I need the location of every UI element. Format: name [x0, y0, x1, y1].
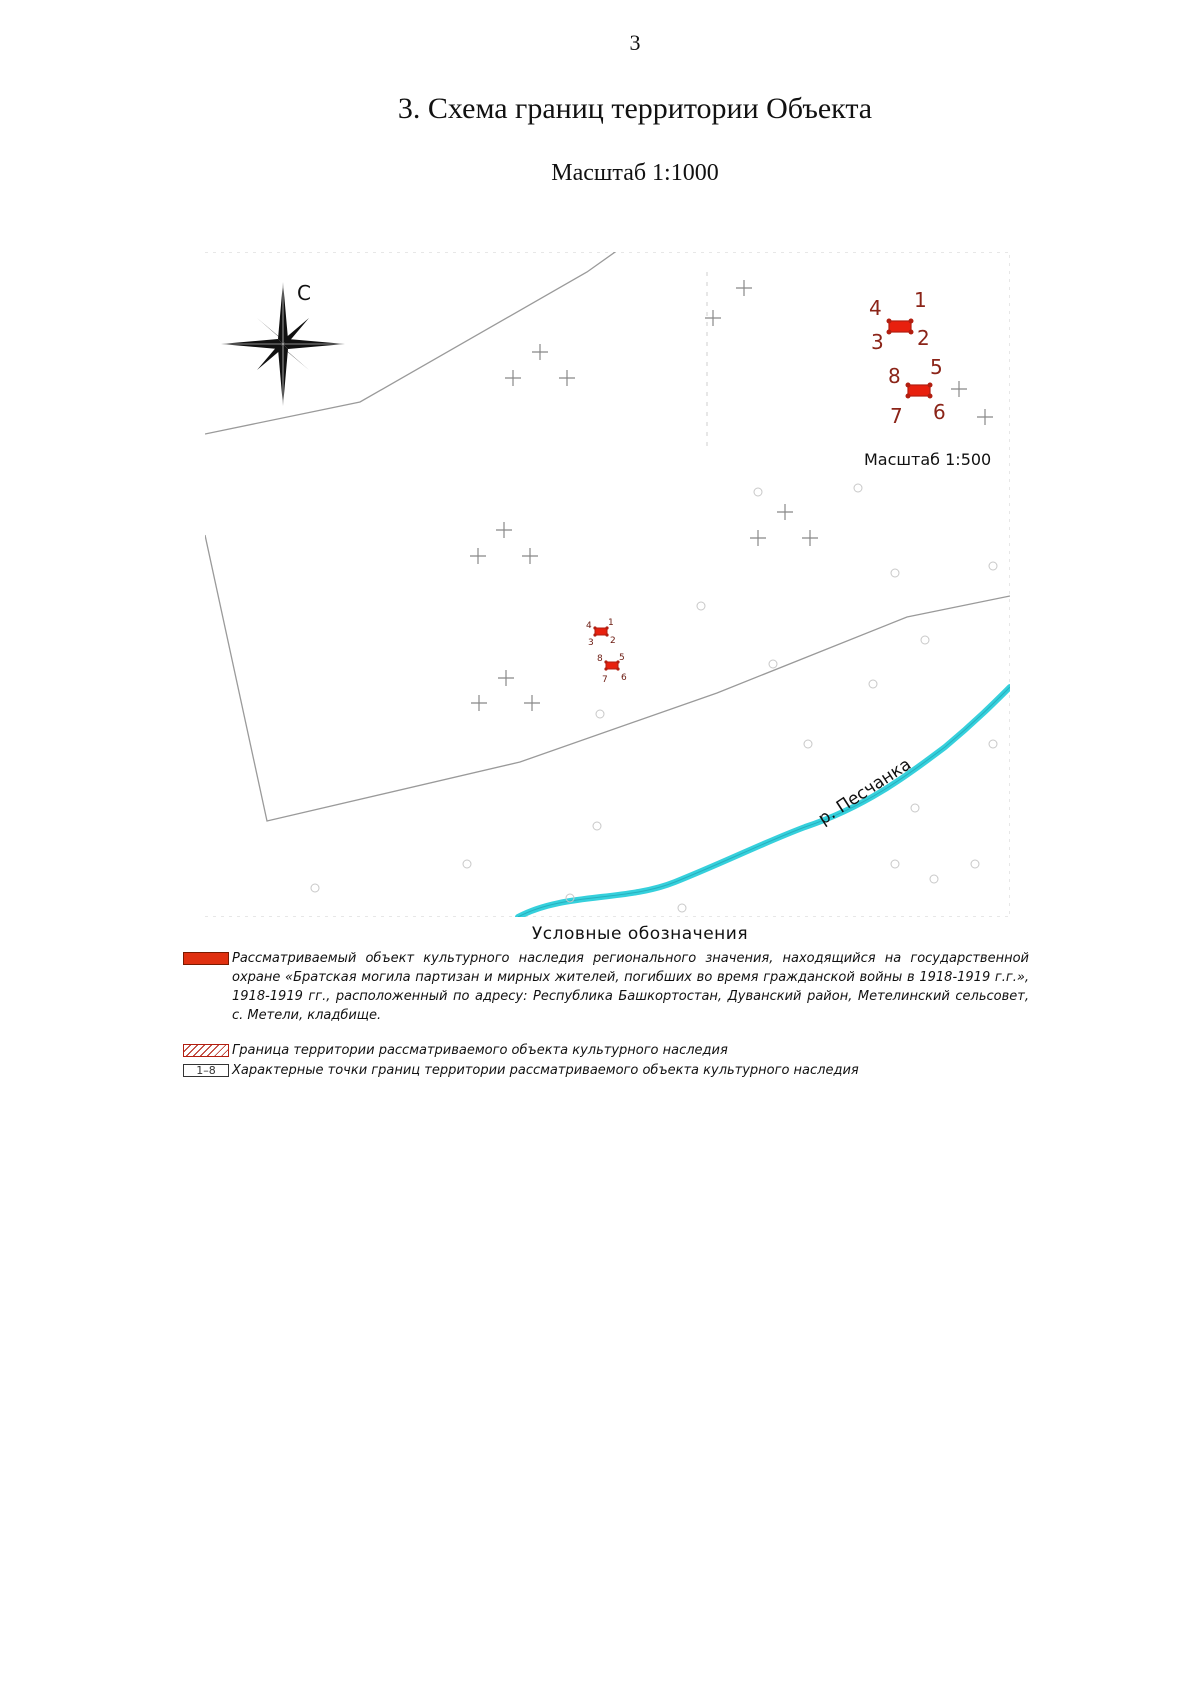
inset-point-3: 3 [871, 330, 884, 354]
small-point-7: 7 [602, 675, 608, 685]
inset-point-2: 2 [917, 326, 930, 350]
small-point-4: 4 [586, 621, 592, 631]
inset-point-8: 8 [888, 364, 901, 388]
legend-title: Условные обозначения [531, 924, 749, 944]
red-fill-swatch-icon [183, 952, 229, 965]
map-canvas [205, 252, 1010, 917]
object-inset-north [887, 319, 914, 335]
legend-item-boundary-text: Граница территории рассматриваемого объекта культурного наследия [232, 1043, 728, 1058]
page-title: 3. Схема границ территории Объекта [397, 92, 873, 125]
points-swatch-icon: 1–8 [183, 1064, 229, 1077]
object-small-north [593, 626, 608, 636]
small-point-3: 3 [588, 638, 594, 648]
tree-symbols [311, 484, 997, 912]
legend-item-points [184, 1061, 1029, 1080]
inset-scale-label: Масштаб 1:500 [864, 450, 992, 469]
inset-point-1: 1 [914, 288, 927, 312]
legend-item-object [184, 949, 1029, 1025]
inset-point-5: 5 [930, 355, 943, 379]
legend-item-points-text: Характерные точки границ территории рассматриваемого объекта культурного наследия [232, 1063, 859, 1078]
object-small-south [604, 660, 619, 670]
page-number: 3 [629, 30, 641, 55]
map-scale-label: Масштаб 1:1000 [551, 160, 719, 186]
inset-point-labels [869, 288, 946, 428]
map-frame [205, 252, 1010, 917]
boundary-map [205, 252, 1010, 917]
north-arrow-icon [221, 282, 345, 406]
inset-point-4: 4 [869, 296, 882, 320]
small-point-6: 6 [621, 673, 627, 683]
legend-item-boundary [184, 1041, 1029, 1060]
small-point-5: 5 [619, 653, 625, 663]
object-inset-south [906, 383, 933, 399]
cross-markers [470, 280, 993, 711]
legend-item-object-text: Рассматриваемый объект культурного наследия регионального значения, находящийся на государственной охране «Братская могила партизан и мирных жителей, погибших во время гражданской войны в 1918-1919 г.г.», 1918-1919 гг., расположенный по адресу: Республика Башкортостан, Дуванский район, Метелинский сельсовет, с. Метели, кладбище. [232, 951, 1029, 1023]
inset-point-7: 7 [890, 404, 903, 428]
small-point-8: 8 [597, 654, 603, 664]
river-label: р. Песчанка [814, 754, 916, 830]
north-label: С [297, 281, 311, 305]
inset-point-6: 6 [933, 400, 946, 424]
small-point-1: 1 [608, 618, 614, 628]
hatched-border-swatch-icon [183, 1044, 229, 1057]
small-point-2: 2 [610, 636, 616, 646]
